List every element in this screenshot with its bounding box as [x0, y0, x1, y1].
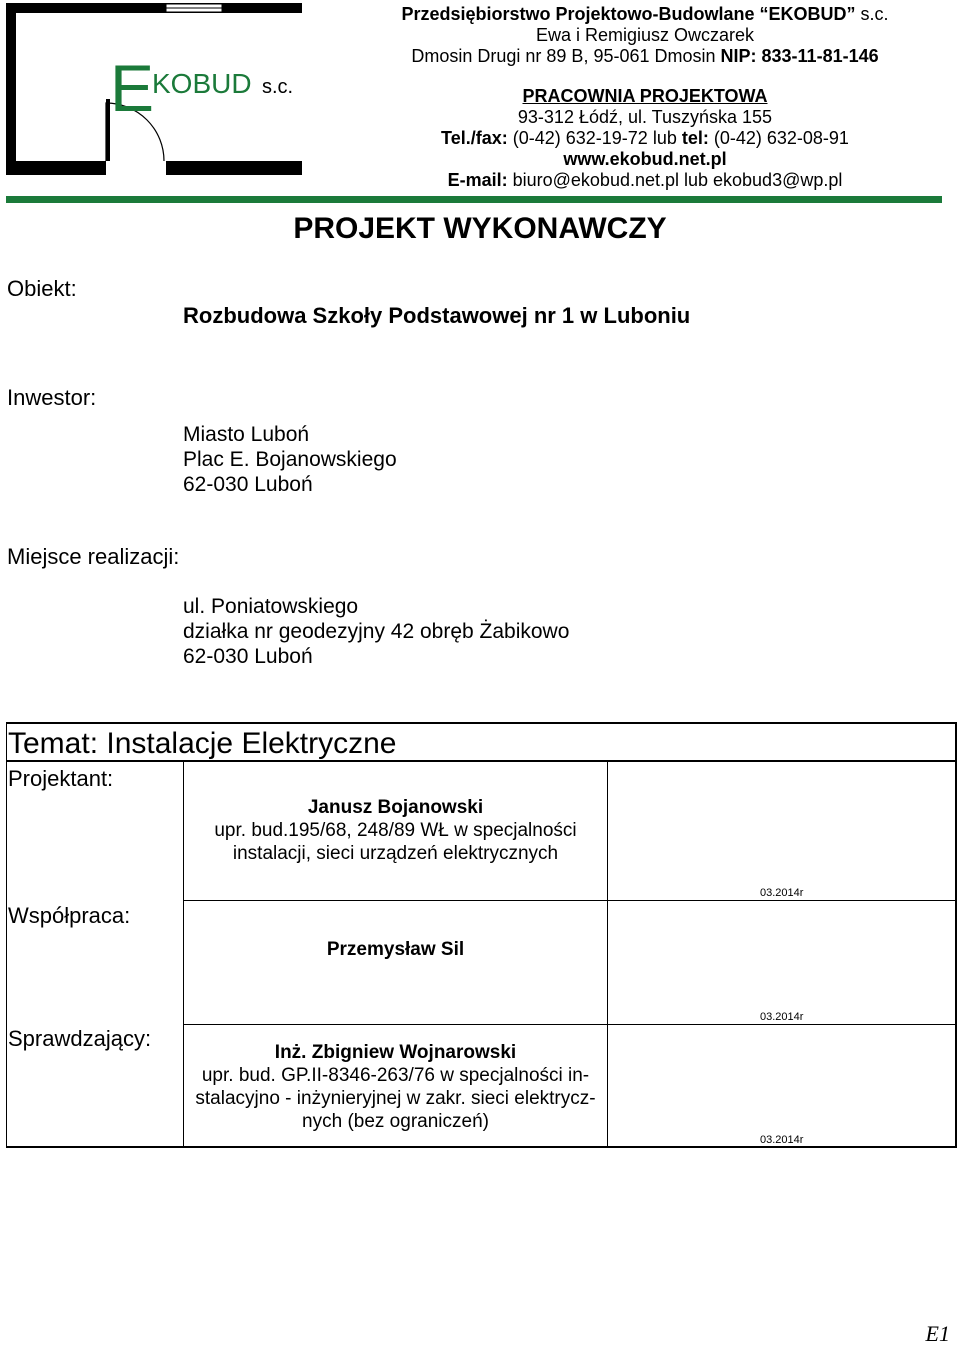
- phone-line: Tel./fax: (0-42) 632-19-72 lub tel: (0-42) 632-08-91: [441, 128, 849, 148]
- miejsce-label: Miejsce realizacji:: [7, 544, 180, 569]
- wspolpraca-date: 03.2014r: [760, 1011, 804, 1023]
- obiekt-label: Obiekt:: [7, 276, 77, 301]
- document-title: PROJEKT WYKONAWCZY: [293, 212, 667, 245]
- miejsce-value: ul. Poniatowskiego działka nr geodezyjny 42 obręb Żabikowo 62-030 Luboń: [183, 595, 570, 668]
- sprawdzajacy-info: Inż. Zbigniew Wojnarowski upr. bud. GP.II-8346-263/76 w specjalności in- stalacyjno - inżynieryjnej w zakr. sieci elektrycz- nych (bez ograniczeń): [195, 1042, 596, 1132]
- studio-address: 93-312 Łódź, ul. Tuszyńska 155: [517, 107, 773, 127]
- company-name: Przedsiębiorstwo Projektowo-Budowlane “EKOBUD” s.c.: [401, 4, 889, 24]
- website[interactable]: www.ekobud.net.pl: [563, 149, 727, 169]
- temat-heading: Temat: Instalacje Elektryczne: [8, 727, 397, 760]
- svg-text:E: E: [110, 51, 155, 125]
- email-line[interactable]: E-mail: biuro@ekobud.net.pl lub ekobud3@wp.pl: [447, 170, 843, 190]
- company-header: [330, 3, 960, 191]
- inwestor-label: Inwestor:: [7, 385, 97, 410]
- projektant-label: Projektant:: [8, 766, 114, 791]
- company-address: Dmosin Drugi nr 89 B, 95-061 Dmosin NIP: 833-11-81-146: [411, 46, 879, 66]
- inwestor-value: Miasto Luboń Plac E. Bojanowskiego 62-030 Luboń: [183, 423, 397, 496]
- svg-text:s.c.: s.c.: [262, 76, 294, 98]
- sprawdzajacy-date: 03.2014r: [760, 1134, 804, 1146]
- studio-name: PRACOWNIA PROJEKTOWA: [522, 86, 768, 106]
- header-divider: [6, 196, 942, 203]
- svg-text:KOBUD: KOBUD: [152, 68, 252, 99]
- company-logo: [6, 3, 302, 175]
- page-number: E1: [925, 1321, 950, 1346]
- sprawdzajacy-label: Sprawdzający:: [8, 1026, 152, 1051]
- projektant-date: 03.2014r: [760, 887, 804, 899]
- wspolpraca-info: Przemysław Sil: [326, 939, 465, 960]
- company-owners: Ewa i Remigiusz Owczarek: [535, 25, 755, 45]
- projektant-info: Janusz Bojanowski upr. bud.195/68, 248/89 WŁ w specjalności instalacji, sieci urządzeń elektrycznych: [214, 797, 577, 864]
- wspolpraca-label: Współpraca:: [8, 903, 131, 928]
- obiekt-value: Rozbudowa Szkoły Podstawowej nr 1 w Luboniu: [183, 303, 691, 328]
